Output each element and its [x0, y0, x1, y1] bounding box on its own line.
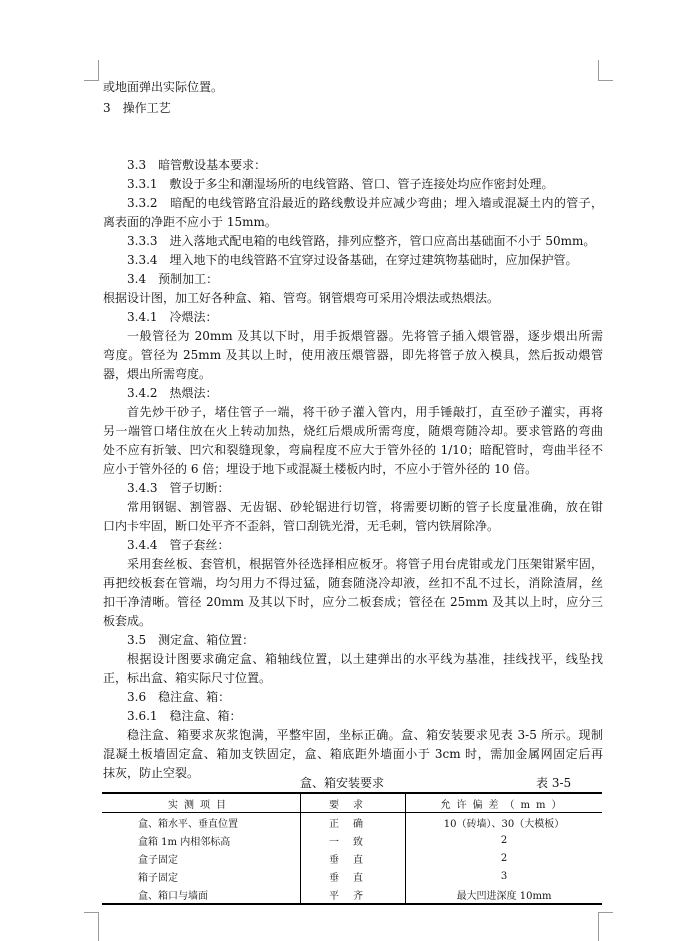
- cell-item: 盒箱 1m 内相邻标高: [138, 836, 231, 848]
- cell-tolerance: 最大凹进深度 10mm: [456, 890, 552, 902]
- text-line: 弯度。管径为 25mm 及其以上时，使用液压煨管器，即先将管子放入模具，然后扳动煨管: [103, 348, 603, 362]
- text-line: 器，煨出所需弯度。: [103, 367, 212, 381]
- text-line: 应小于管外径的 6 倍；埋设于地下或混凝土楼板内时，不应小于管外径的 10 倍。: [103, 462, 538, 476]
- subsection-heading: 3.5 测定盒、箱位置：: [127, 633, 255, 647]
- cell-item: 盒、箱水平、垂直位置: [138, 818, 238, 830]
- text-line: 3.3.1 敷设于多尘和潮湿场所的电线管路、管口、管子连接处均应作密封处理。: [127, 177, 554, 191]
- text-line: 稳注盒、箱要求灰浆饱满，平整牢固，坐标正确。盒、箱安装要求见表 3-5 所示。现制: [127, 728, 603, 742]
- text-line: 一般管径为 20mm 及其以下时，用手扳煨管器。先将管子插入煨管器，逐步煨出所需: [127, 329, 603, 343]
- text-line: 正，标出盒、箱实际尺寸位置。: [103, 671, 272, 685]
- cell-tolerance: 2: [500, 852, 508, 864]
- text-line: 板套成。: [103, 614, 152, 628]
- subsection-heading: 3.4.1 冷煨法：: [127, 310, 218, 324]
- table-number: 表 3-5: [536, 776, 572, 790]
- table-row: [102, 867, 602, 885]
- subsection-heading: 3.6 稳注盒、箱：: [127, 690, 231, 704]
- header-tolerance: 允许偏差（mm）: [406, 793, 603, 813]
- installation-requirements-table: [102, 792, 602, 905]
- text-line: 采用套丝板、套管机，根据管外径选择相应板牙。将管子用台虎钳或龙门压架钳紧牢固，: [127, 557, 603, 571]
- cell-requirement: 平齐: [301, 885, 406, 904]
- text-line: 处不应有折皱、凹穴和裂缝现象，弯扁程度不应大于管外径的 1/10；暗配管时，弯曲半径不: [103, 443, 603, 457]
- text-line: 根据设计图，加工好各种盒、箱、管弯。钢管煨弯可采用冷煨法或热煨法。: [103, 291, 500, 305]
- text-line: 首先炒干砂子，堵住管子一端，将干砂子灌入管内，用手锤敲打，直至砂子灌实，再将: [127, 405, 603, 419]
- cell-tolerance: 10（砖墙）、30（大模板）: [443, 818, 565, 830]
- cell-item: 盒子固定: [138, 854, 178, 866]
- text-line: 常用钢锯、割管器、无齿锯、砂轮锯进行切管，将需要切断的管子长度量准确，放在钳: [127, 500, 603, 514]
- text-line: 3.3.4 埋入地下的电线管路不宜穿过设备基础，在穿过建筑物基础时，应加保护管。: [127, 253, 578, 267]
- text-line: 3.3.3 进入落地式配电箱的电线管路，排列应整齐，管口应高出基础面不小于 50mm。: [127, 234, 596, 248]
- table-header-row: [102, 793, 602, 813]
- table-row: [102, 813, 602, 832]
- crop-mark-bottom-left: [84, 912, 99, 941]
- cell-requirement: 正确: [301, 813, 406, 832]
- section-heading: 3 操作工艺: [103, 101, 171, 115]
- cell-requirement: 垂直: [301, 867, 406, 885]
- text-line: 扣干净清晰。管径 20mm 及其以下时，应分二板套成；管径在 25mm 及其以上时，应分三: [103, 595, 603, 609]
- table-row: [102, 831, 602, 849]
- text-line: 或地面弹出实际位置。: [103, 80, 224, 94]
- text-line: 抹灰，防止空裂。: [103, 766, 200, 780]
- cell-tolerance: 3: [500, 870, 508, 882]
- cell-item: 盒、箱口与墙面: [138, 890, 208, 902]
- crop-mark-bottom-right: [598, 912, 613, 941]
- subsection-heading: 3.4.3 管子切断：: [127, 481, 230, 495]
- text-line: 另一端管口堵住放在火上转动加热，烧红后煨成所需弯度，随煨弯随冷却。要求管路的弯曲: [103, 424, 603, 438]
- header-requirement: 要求: [301, 793, 406, 813]
- crop-mark-top-left: [84, 60, 99, 81]
- table-row: [102, 885, 602, 904]
- table-row: [102, 849, 602, 867]
- text-line: 根据设计图要求确定盒、箱轴线位置，以土建弹出的水平线为基准，挂线找平，线坠找: [127, 652, 603, 666]
- cell-tolerance: 2: [500, 834, 508, 846]
- text-line: 离表面的净距不应小于 15mm。: [103, 215, 277, 229]
- text-line: 3.3.2 暗配的电线管路宜沿最近的路线敷设并应减少弯曲；埋入墙或混凝土内的管子，: [127, 196, 603, 210]
- table-caption: 盒、箱安装要求: [300, 776, 385, 790]
- header-item: 实测项目: [102, 793, 301, 813]
- subsection-heading: 3.4.2 热煨法：: [127, 386, 218, 400]
- subsection-heading: 3.4.4 管子套丝：: [127, 538, 230, 552]
- cell-item: 箱子固定: [138, 872, 178, 884]
- subsection-heading: 3.6.1 稳注盒、箱：: [127, 709, 242, 723]
- subsection-heading: 3.3 暗管敷设基本要求：: [127, 158, 267, 172]
- cell-requirement: 垂直: [301, 849, 406, 867]
- text-line: 再把绞板套在管端，均匀用力不得过猛，随套随浇冷却液，丝扣不乱不过长，消除渣屑，丝: [103, 576, 603, 590]
- cell-requirement: 一致: [301, 831, 406, 849]
- subsection-heading: 3.4 预制加工：: [127, 272, 219, 286]
- text-line: 口内卡牢固，断口处平齐不歪斜，管口刮铣光滑，无毛刺，管内铁屑除净。: [103, 519, 500, 533]
- text-line: 混凝土板墙固定盒、箱加支铁固定，盒、箱底距外墙面小于 3cm 时，需加金属网固定后再: [103, 747, 603, 761]
